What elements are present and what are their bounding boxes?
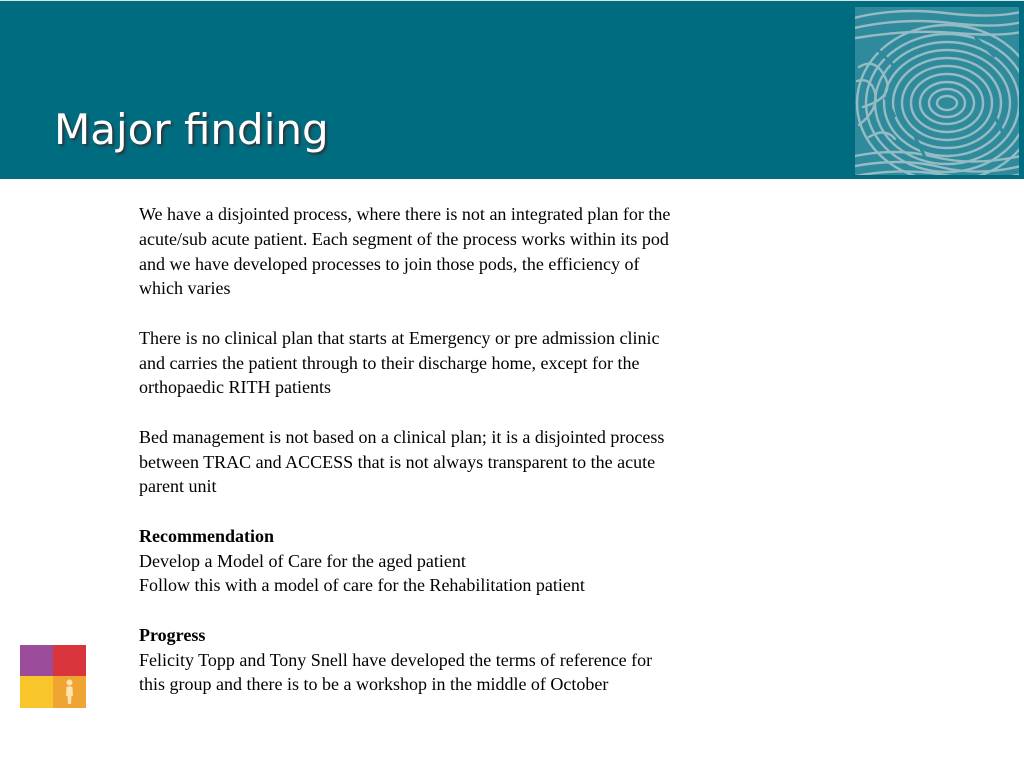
progress-section <box>139 623 739 697</box>
finding-line: acute/sub acute patient. Each segment of the process works within its pod <box>139 228 669 249</box>
finding-line: We have a disjointed process, where there is not an integrated plan for the <box>139 204 671 224</box>
finding-paragraph <box>139 425 739 499</box>
logo-red-square <box>53 645 86 676</box>
finding-paragraph <box>139 202 739 301</box>
finding-line: and we have developed processes to join those pods, the efficiency of <box>139 253 640 274</box>
finding-line: and carries the patient through to their discharge home, except for the <box>139 352 640 373</box>
logo-yellow-square <box>20 676 53 708</box>
brand-logo <box>20 645 86 708</box>
logo-orange-square <box>53 676 86 708</box>
progress-heading: Progress <box>139 624 206 645</box>
logo-purple-square <box>20 645 53 676</box>
finding-line: which varies <box>139 278 231 299</box>
progress-line: this group and there is to be a workshop in the middle of October <box>139 674 609 695</box>
recommendation-heading: Recommendation <box>139 525 274 546</box>
finding-line: parent unit <box>139 476 217 497</box>
person-icon <box>53 676 86 708</box>
finding-line: Bed management is not based on a clinical plan; it is a disjointed process <box>139 426 665 447</box>
recommendation-section <box>139 524 739 598</box>
page-title: Major finding <box>54 105 329 154</box>
recommendation-line: Develop a Model of Care for the aged patient <box>139 550 466 571</box>
finding-line: between TRAC and ACCESS that is not always transparent to the acute <box>139 451 656 472</box>
finding-line: There is no clinical plan that starts at Emergency or pre admission clinic <box>139 327 660 348</box>
fingerprint-icon <box>855 7 1019 175</box>
slide-body <box>139 202 739 697</box>
header-banner <box>0 0 1024 179</box>
finding-paragraph <box>139 326 739 400</box>
recommendation-line: Follow this with a model of care for the Rehabilitation patient <box>139 575 585 596</box>
finding-line: orthopaedic RITH patients <box>139 377 331 398</box>
progress-line: Felicity Topp and Tony Snell have developed the terms of reference for <box>139 649 653 670</box>
